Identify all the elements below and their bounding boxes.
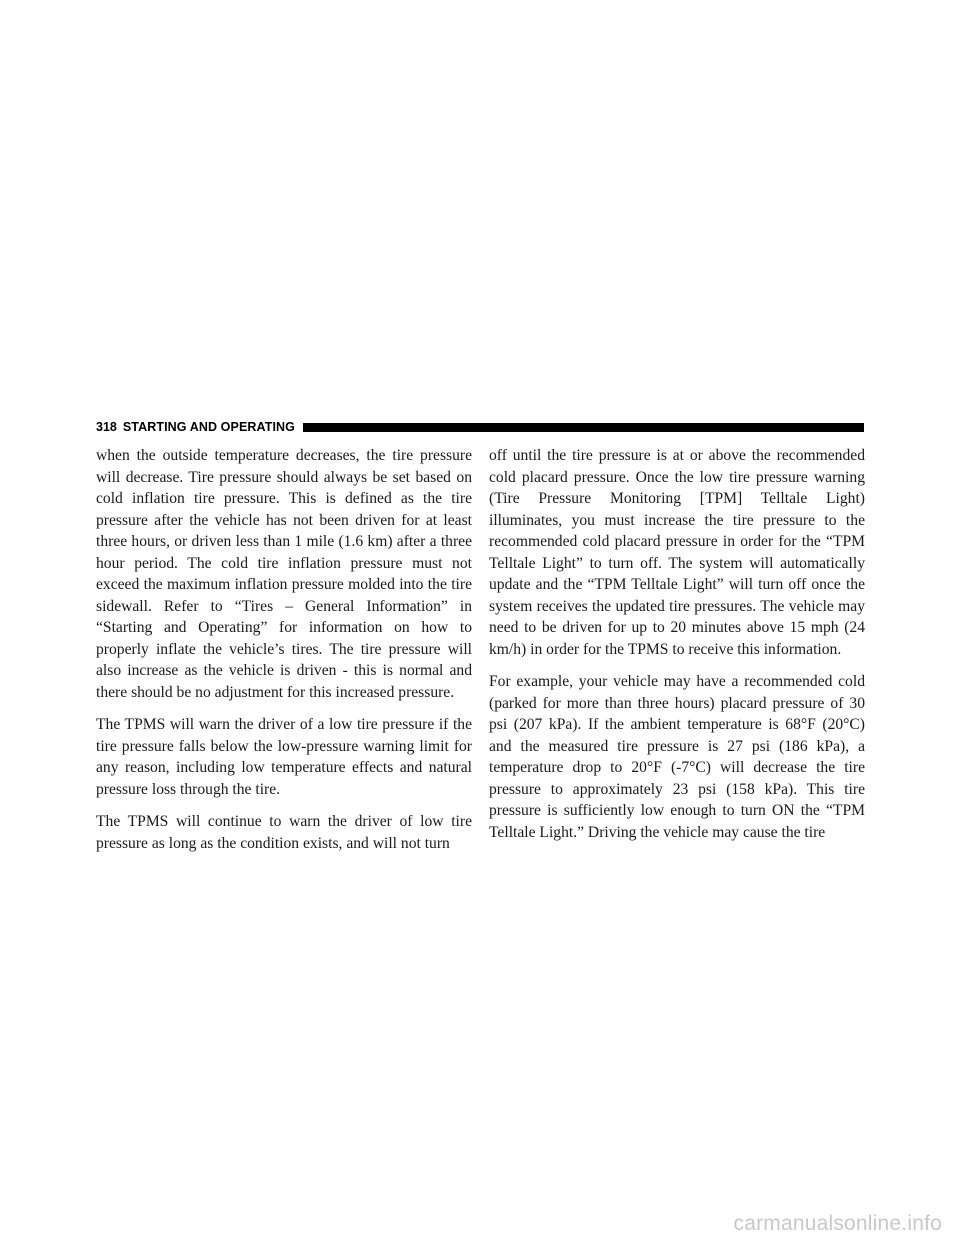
- section-title: STARTING AND OPERATING: [122, 420, 295, 434]
- paragraph: when the outside temperature decreases, the tire pressure will decrease. Tire pressure should always be set based on cold inflation tire pressure. This is defined as the tire pressure after the vehicle has not been driven for at least three hours, or driven less than 1 mile (1.6 km) after a three hour period. The cold tire inflation pressure must not exceed the maximum inflation pressure molded into the tire sidewall. Refer to “Tires – General Information” in “Starting and Operating” for information on how to properly inflate the vehicle’s tires. The tire pressure will also increase as the vehicle is driven - this is normal and there should be no adjustment for this increased pressure.: [96, 447, 472, 701]
- left-text-column: [96, 445, 472, 865]
- page-number: 318: [96, 420, 117, 434]
- paragraph: The TPMS will warn the driver of a low tire pressure if the tire pressure falls below the low-pressure warning limit for any reason, including low temperature effects and natural pressure loss through the tire.: [96, 716, 472, 798]
- paragraph: off until the tire pressure is at or above the recommended cold placard pressure. Once the low tire pressure warning (Tire Pressure Monitoring [TPM] Telltale Light) illuminates, you must increase the tire pressure to the recommended cold placard pressure in order for the “TPM Telltale Light” to turn off. The system will automatically update and the “TPM Telltale Light” will turn off once the system receives the updated tire pressures. The vehicle may need to be driven for up to 20 minutes above 15 mph (24 km/h) in order for the TPMS to receive this information.: [489, 447, 865, 658]
- header-rule: [303, 423, 864, 432]
- watermark: carmanualsonline.info: [733, 1212, 942, 1235]
- paragraph: The TPMS will continue to warn the driver of low tire pressure as long as the condition exists, and will not turn: [96, 813, 472, 852]
- right-text-column: [489, 445, 865, 854]
- paragraph: For example, your vehicle may have a recommended cold (parked for more than three hours) placard pressure of 30 psi (207 kPa). If the ambient temperature is 68°F (20°C) and the measured tire pressure is 27 psi (186 kPa), a temperature drop to 20°F (-7°C) will decrease the tire pressure to approximately 23 psi (158 kPa). This tire pressure is sufficiently low enough to turn ON the “TPM Telltale Light.” Driving the vehicle may cause the tire: [489, 673, 865, 841]
- page-header: [96, 417, 864, 437]
